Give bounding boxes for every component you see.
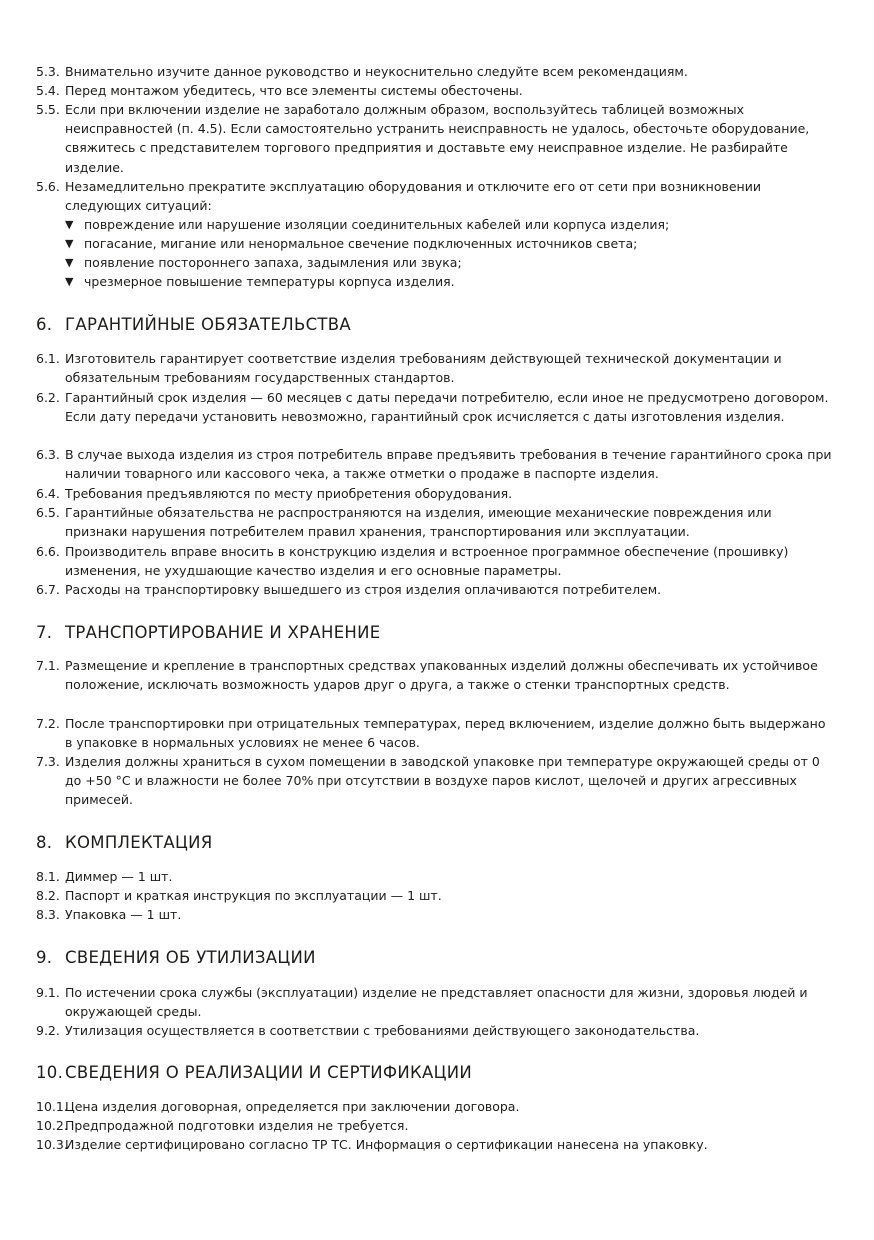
- list-item: [36, 983, 836, 1021]
- section-number: 6.: [36, 315, 53, 334]
- list-item: [36, 62, 836, 81]
- item-text: Изделия должны храниться в сухом помещении в заводской упаковке при температуре окружающей среды от 0 до +50 °C и влажности не более 70% при отсутствии в воздухе паров кислот, щелочей и других агрессивных примесей.: [65, 754, 820, 808]
- item-text: Изделие сертифицировано согласно ТР ТС. Информация о сертификации нанесена на упаковку.: [65, 1137, 708, 1152]
- section-heading: [36, 314, 836, 336]
- item-text: Гарантийные обязательства не распространяются на изделия, имеющие механические повреждения или признаки нарушения потребителем правил хранения, транспортирования или эксплуатации.: [65, 505, 772, 540]
- section-heading: [36, 947, 836, 969]
- list-item: [36, 1097, 836, 1116]
- item-text: Утилизация осуществляется в соответствии с требованиями действующего законодательства.: [65, 1023, 700, 1038]
- list-item: [36, 752, 836, 810]
- item-number: 5.4.: [36, 83, 60, 98]
- bullet-text: погасание, мигание или ненормальное свечение подключенных источников света;: [84, 236, 638, 251]
- section-title: СВЕДЕНИЯ О РЕАЛИЗАЦИИ И СЕРТИФИКАЦИИ: [65, 1063, 473, 1082]
- item-number: 10.3.: [36, 1137, 68, 1152]
- item-number: 5.6.: [36, 179, 60, 194]
- triangle-bullet-icon: ▼: [65, 218, 74, 231]
- item-text: Незамедлительно прекратите эксплуатацию оборудования и отключите его от сети при возникновении следующих ситуаций:: [65, 179, 761, 214]
- list-item: [36, 542, 836, 580]
- bullet-item: [65, 253, 825, 272]
- section-title: КОМПЛЕКТАЦИЯ: [65, 833, 213, 852]
- item-number: 6.5.: [36, 505, 60, 520]
- item-number: 9.1.: [36, 985, 60, 1000]
- section-number: 10.: [36, 1063, 64, 1082]
- item-number: 8.3.: [36, 907, 60, 922]
- item-number: 8.2.: [36, 888, 60, 903]
- item-number: 5.3.: [36, 64, 60, 79]
- list-item: [36, 905, 836, 924]
- item-text: Цена изделия договорная, определяется при заключении договора.: [65, 1099, 520, 1114]
- item-number: 6.2.: [36, 390, 60, 405]
- item-number: 7.3.: [36, 754, 60, 769]
- list-item: [36, 388, 836, 426]
- bullet-text: чрезмерное повышение температуры корпуса изделия.: [84, 274, 455, 289]
- item-number: 7.2.: [36, 716, 60, 731]
- list-item: [36, 1135, 836, 1154]
- list-item: [36, 177, 836, 215]
- section-title: ГАРАНТИЙНЫЕ ОБЯЗАТЕЛЬСТВА: [65, 315, 351, 334]
- item-number: 6.3.: [36, 447, 60, 462]
- item-number: 6.1.: [36, 351, 60, 366]
- section-heading: [36, 622, 836, 644]
- item-text: Предпродажной подготовки изделия не требуется.: [65, 1118, 409, 1133]
- list-item: [36, 1116, 836, 1135]
- item-text: После транспортировки при отрицательных температурах, перед включением, изделие должно быть выдержано в упаковке в нормальных условиях не менее 6 часов.: [65, 716, 826, 751]
- list-item: [36, 714, 836, 752]
- list-item: [36, 349, 836, 387]
- list-item: [36, 100, 836, 177]
- triangle-bullet-icon: ▼: [65, 275, 74, 288]
- item-number: 6.6.: [36, 544, 60, 559]
- item-number: 7.1.: [36, 658, 60, 673]
- bullet-item: [65, 215, 825, 234]
- list-item: [36, 1021, 836, 1040]
- item-text: Расходы на транспортировку вышедшего из строя изделия оплачиваются потребителем.: [65, 582, 662, 597]
- list-item: [36, 867, 836, 886]
- section-number: 9.: [36, 948, 53, 967]
- item-text: Требования предъявляются по месту приобретения оборудования.: [65, 486, 513, 501]
- item-text: Если при включении изделие не заработало должным образом, воспользуйтесь таблицей возможных неисправностей (п. 4.5). Если самостоятельно устранить неисправность не удалось, обесточьте оборудование, свяжитесь с представителем торгового предприятия и доставьте ему неисправное изделие. Не разбирайте изделие.: [65, 102, 810, 175]
- list-item: [36, 445, 836, 483]
- item-text: По истечении срока службы (эксплуатации) изделие не представляет опасности для жизни, здоровья людей и окружающей среды.: [65, 985, 808, 1020]
- item-number: 6.7.: [36, 582, 60, 597]
- list-item: [36, 656, 836, 694]
- section-number: 8.: [36, 833, 53, 852]
- item-text: Внимательно изучите данное руководство и неукоснительно следуйте всем рекомендациям.: [65, 64, 688, 79]
- item-text: Перед монтажом убедитесь, что все элементы системы обесточены.: [65, 83, 523, 98]
- list-item: [36, 886, 836, 905]
- item-number: 8.1.: [36, 869, 60, 884]
- section-heading: [36, 1062, 836, 1084]
- bullet-item: [65, 272, 825, 291]
- item-text: Производитель вправе вносить в конструкцию изделия и встроенное программное обеспечение (прошивку) изменения, не ухудшающие качество изделия и его основные параметры.: [65, 544, 789, 579]
- bullet-item: [65, 234, 825, 253]
- item-number: 5.5.: [36, 102, 60, 117]
- list-item: [36, 503, 836, 541]
- section-number: 7.: [36, 623, 53, 642]
- item-text: Гарантийный срок изделия — 60 месяцев с даты передачи потребителю, если иное не предусмотрено договором. Если дату передачи установить невозможно, гарантийный срок исчисляется с даты изготовления изделия.: [65, 390, 829, 425]
- section-title: СВЕДЕНИЯ ОБ УТИЛИЗАЦИИ: [65, 948, 316, 967]
- triangle-bullet-icon: ▼: [65, 237, 74, 250]
- bullet-text: повреждение или нарушение изоляции соединительных кабелей или корпуса изделия;: [84, 217, 670, 232]
- list-item: [36, 484, 836, 503]
- section-title: ТРАНСПОРТИРОВАНИЕ И ХРАНЕНИЕ: [65, 623, 381, 642]
- item-text: Упаковка — 1 шт.: [65, 907, 182, 922]
- item-text: Диммер — 1 шт.: [65, 869, 173, 884]
- bullet-text: появление постороннего запаха, задымления или звука;: [84, 255, 462, 270]
- item-number: 10.2.: [36, 1118, 68, 1133]
- item-text: Изготовитель гарантирует соответствие изделия требованиям действующей технической документации и обязательным требованиям государственных стандартов.: [65, 351, 782, 386]
- list-item: [36, 81, 836, 100]
- list-item: [36, 580, 836, 599]
- item-text: Размещение и крепление в транспортных средствах упакованных изделий должны обеспечивать их устойчивое положение, исключать возможность ударов друг о друга, а также о стенки транспортных средств.: [65, 658, 818, 693]
- item-number: 9.2.: [36, 1023, 60, 1038]
- section-heading: [36, 832, 836, 854]
- item-text: В случае выхода изделия из строя потребитель вправе предъявить требования в течение гарантийного срока при наличии товарного или кассового чека, а также отметки о продаже в паспорте изделия.: [65, 447, 832, 482]
- item-number: 10.1.: [36, 1099, 68, 1114]
- item-text: Паспорт и краткая инструкция по эксплуатации — 1 шт.: [65, 888, 442, 903]
- triangle-bullet-icon: ▼: [65, 256, 74, 269]
- item-number: 6.4.: [36, 486, 60, 501]
